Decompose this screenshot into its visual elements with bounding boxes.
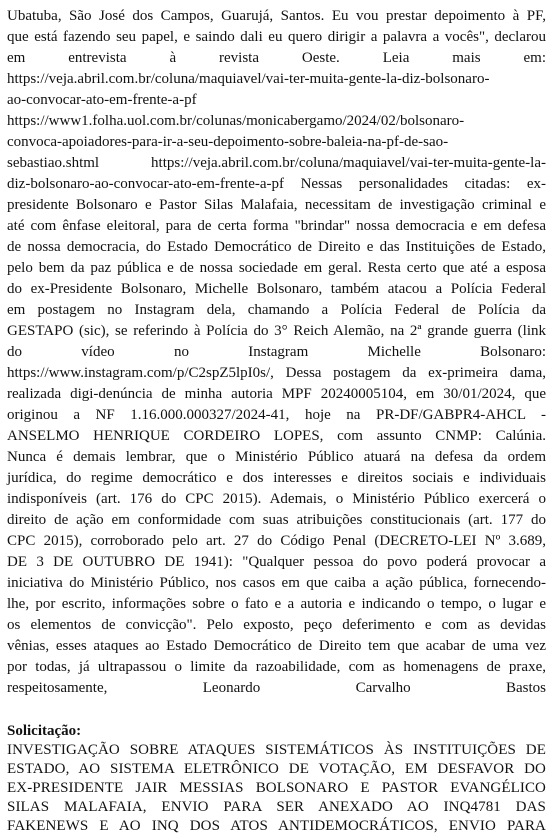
body-line-link: ao-convocar-ato-em-frente-a-pf (7, 92, 197, 108)
body-line: sebastiao.shtml https://veja.abril.com.br/coluna/maquiavel/vai-ter-muita-gente-la- (7, 155, 546, 171)
body-line: jurídica, do regime democrático e dos interesses e direitos sociais e individuais (7, 470, 546, 486)
request-line: SILAS MALAFAIA, ENVIO PARA SER ANEXADO AO INQ4781 DAS (7, 799, 546, 815)
body-line: GESTAPO (sic), se referindo à Polícia do 3° Reich Alemão, na 2ª grande guerra (link (7, 323, 546, 339)
body-line: diz-bolsonaro-ao-convocar-ato-em-frente-a-pf Nessas personalidades citadas: ex- (7, 176, 546, 192)
body-line: DE 3 DE OUTUBRO DE 1941): "Qualquer pessoa do povo poderá provocar a (7, 554, 546, 570)
body-line: vênias, esses ataques ao Estado Democrático de Direito tem que acabar de uma vez (7, 638, 546, 654)
body-line: https://www.instagram.com/p/C2spZ5lpI0s/, Dessa postagem da ex-primeira dama, (7, 365, 546, 381)
request-line: INVESTIGAÇÃO SOBRE ATAQUES SISTEMÁTICOS ÀS INSTITUIÇÕES DE (7, 742, 546, 758)
request-text (7, 741, 546, 836)
body-line-link: https://veja.abril.com.br/coluna/maquiavel/vai-ter-muita-gente-la-diz-bolsonaro- (7, 71, 490, 87)
body-line: indisponíveis (art. 176 do CPC 2015). Ademais, o Ministério Público exercerá o (7, 491, 546, 507)
body-line: de nossa democracia, do Estado Democrático de Direito e das Instituições de Estado, (7, 239, 546, 255)
body-line: realizada digi-denúncia de minha autoria MPF 20240005104, em 30/01/2024, que (7, 386, 546, 402)
body-line: originou a NF 1.16.000.000327/2024-41, hoje na PR-DF/GABPR4-AHCL - (7, 407, 546, 423)
document-body (7, 6, 546, 699)
body-line: ANSELMO HENRIQUE CORDEIRO LOPES, com assunto CNMP: Calúnia. (7, 428, 546, 444)
body-line: os elementos de convicção". Pelo exposto, peço deferimento e com as devidas (7, 617, 546, 633)
body-line: do vídeo no Instagram Michelle Bolsonaro: (7, 344, 546, 360)
body-line-link: convoca-apoiadores-para-ir-a-seu-depoimento-sobre-baleia-na-pf-de-sao- (7, 134, 449, 150)
body-line: até com ênfase eleitoral, para de certa forma "brindar" nossa democracia e em defesa (7, 218, 546, 234)
request-heading: Solicitação: (7, 723, 82, 739)
body-line: por todas, já ultrapassou o limite da razoabilidade, com as homenagens de praxe, (7, 659, 546, 675)
body-line: presidente Bolsonaro e Pastor Silas Malafaia, necessitam de investigação criminal e (7, 197, 546, 213)
body-line: em postagem no Instagram dela, chamando a Polícia Federal de Polícia da (7, 302, 546, 318)
body-line-signature: respeitosamente, Leonardo Carvalho Bastos (7, 680, 546, 696)
body-line-link: https://www1.folha.uol.com.br/colunas/monicabergamo/2024/02/bolsonaro- (7, 113, 465, 129)
request-line: EX-PRESIDENTE JAIR MESSIAS BOLSONARO E PASTOR EVANGÉLICO (7, 780, 546, 796)
body-line: pelo bem da paz pública e de nossa sociedade em geral. Resta certo que até a esposa (7, 260, 546, 276)
body-line: Ubatuba, São José dos Campos, Guarujá, Santos. Eu vou prestar depoimento à PF, (7, 8, 546, 24)
body-line: iniciativa do Ministério Público, nos casos em que caiba a ação pública, fornecendo- (7, 575, 546, 591)
body-line: lhe, por escrito, informações sobre o fato e a autoria e indicando o tempo, o lugar e (7, 596, 546, 612)
body-line: em entrevista à revista Oeste. Leia mais em: (7, 50, 546, 66)
body-line: que está fazendo seu papel, e saindo dali eu quero dirigir a palavra a vocês", declarou (7, 29, 546, 45)
request-line: ESTADO, AO SISTEMA ELETRÔNICO DE VOTAÇÃO, EM DESFAVOR DO (7, 761, 546, 777)
body-line: Nunca é demais lembrar, que o Ministério Público atuará na defesa da ordem (7, 449, 546, 465)
body-line: direito de ação em conformidade com suas atribuições constitucionais (art. 177 do (7, 512, 546, 528)
body-line: do ex-Presidente Bolsonaro, Michelle Bolsonaro, também atacou a Polícia Federal (7, 281, 546, 297)
request-line: FAKENEWS E AO INQ DOS ATOS ANTIDEMOCRÁTICOS, ENVIO PARA (7, 818, 546, 834)
body-line: CPC 2015), corroborado pelo art. 27 do Código Penal (DECRETO-LEI Nº 3.689, (7, 533, 546, 549)
